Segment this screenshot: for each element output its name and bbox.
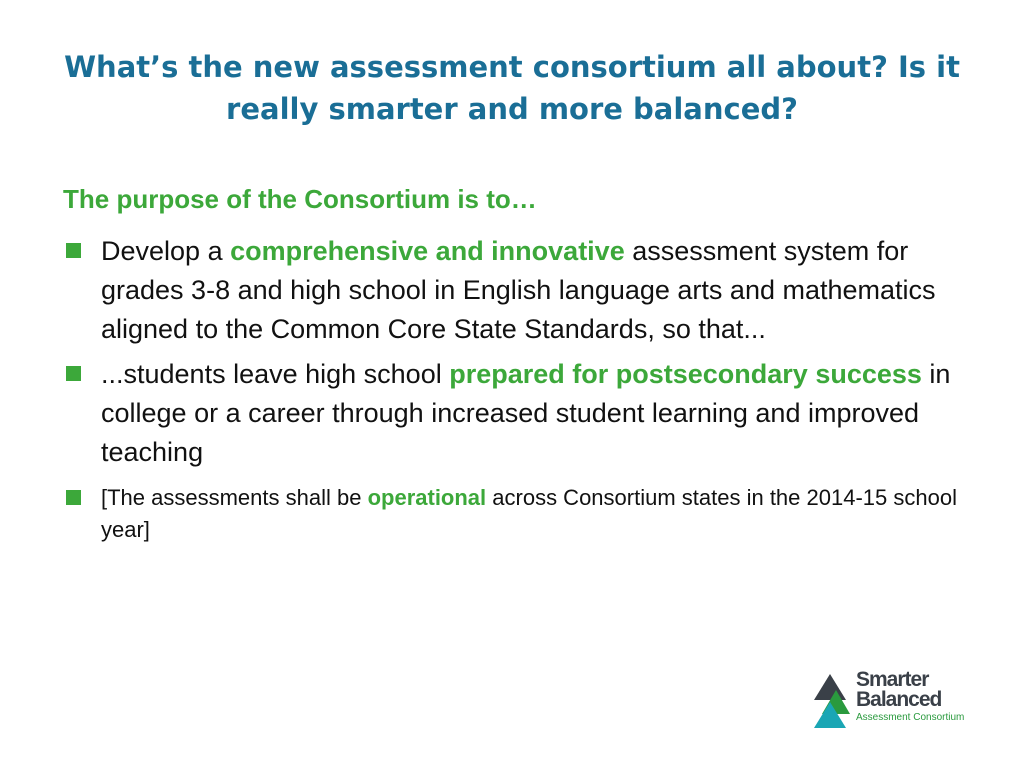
square-bullet-icon <box>66 243 81 258</box>
bullet-text-pre: Develop a <box>101 236 231 266</box>
bullet-text-post: in college or a career through increased student learning and improved teaching <box>101 359 951 467</box>
bullet-item-1 <box>64 232 964 349</box>
square-bullet-icon <box>66 490 81 505</box>
bullet-text-pre: [The assessments shall be <box>101 485 368 510</box>
bullet-highlight: comprehensive and innovative <box>230 236 625 266</box>
slide-subtitle: The purpose of the Consortium is to… <box>63 184 537 214</box>
triangles-logo-icon <box>812 670 858 728</box>
bullet-text-post: across Consortium states in the 2014-15 school year] <box>101 485 957 542</box>
slide-title: What’s the new assessment consortium all about? Is it really smarter and more balanced? <box>64 50 960 126</box>
bullet-list <box>64 232 964 546</box>
bullet-highlight: prepared for postsecondary success <box>449 359 922 389</box>
logo-tagline: Assessment Consortium <box>856 712 965 723</box>
bullet-highlight: operational <box>367 485 487 510</box>
logo-line-2: Balanced <box>856 688 942 711</box>
bullet-text-post: assessment system for grades 3-8 and high school in English language arts and mathematics aligned to the Common Core State Standards, so that... <box>101 236 936 344</box>
logo-wordmark <box>856 670 941 710</box>
bullet-item-3 <box>64 482 964 546</box>
bullet-text-pre: ...students leave high school <box>101 359 450 389</box>
smarter-balanced-logo <box>812 670 982 730</box>
bullet-item-2 <box>64 355 964 472</box>
logo-line-1: Smarter <box>856 668 929 691</box>
square-bullet-icon <box>66 366 81 381</box>
